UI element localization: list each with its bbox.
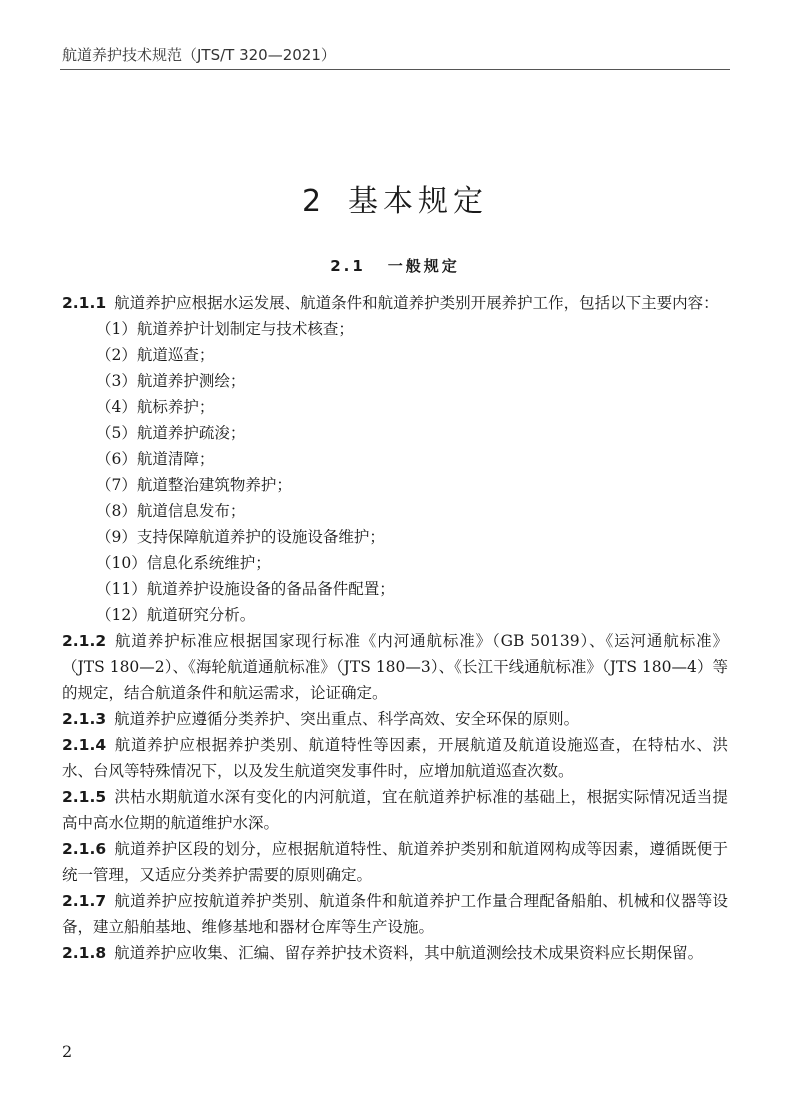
list-item: （3）航道养护测绘； xyxy=(96,372,246,390)
clause-2-1-2 xyxy=(62,628,728,706)
clause-2-1-4 xyxy=(62,732,728,784)
content-list xyxy=(62,316,728,628)
section-title xyxy=(0,255,790,276)
chapter-title-text: 基本规定 xyxy=(348,184,489,219)
clause-text: 航道养护应按航道养护类别、航道条件和航道养护工作量合理配备船舶、机械和仪器等设备，建立船舶基地、维修基地和器材仓库等生产设施。 xyxy=(62,892,728,936)
clause-text: 航道养护应收集、汇编、留存养护技术资料，其中航道测绘技术成果资料应长期保留。 xyxy=(114,944,704,962)
chapter-title xyxy=(0,176,790,220)
clause-number: 2.1.3 xyxy=(62,710,107,728)
clause-number: 2.1.2 xyxy=(62,632,107,650)
body-text xyxy=(62,290,728,966)
section-number: 2.1 xyxy=(330,257,366,275)
clause-2-1-1 xyxy=(62,290,728,316)
clause-number: 2.1.5 xyxy=(62,788,107,806)
list-item: （11）航道养护设施设备的备品备件配置； xyxy=(96,580,395,598)
clause-number: 2.1.1 xyxy=(62,294,107,312)
section-title-text: 一般规定 xyxy=(387,257,460,275)
clause-text: 洪枯水期航道水深有变化的内河航道，宜在航道养护标准的基础上，根据实际情况适当提高中高水位期的航道维护水深。 xyxy=(62,788,728,832)
list-item: （1）航道养护计划制定与技术核查； xyxy=(96,320,354,338)
list-item: （8）航道信息发布； xyxy=(96,502,246,520)
list-item: （5）航道养护疏浚； xyxy=(96,424,246,442)
clause-text: 航道养护应根据水运发展、航道条件和航道养护类别开展养护工作，包括以下主要内容： xyxy=(114,294,719,312)
list-item: （7）航道整治建筑物养护； xyxy=(96,476,292,494)
clause-number: 2.1.6 xyxy=(62,840,107,858)
clause-text: 航道养护应根据养护类别、航道特性等因素，开展航道及航道设施巡查，在特枯水、洪水、台风等特殊情况下，以及发生航道突发事件时，应增加航道巡查次数。 xyxy=(62,736,728,780)
header-rule xyxy=(60,69,730,70)
page-number: 2 xyxy=(62,1042,73,1061)
list-item: （4）航标养护； xyxy=(96,398,215,416)
clause-2-1-8 xyxy=(62,940,728,966)
clause-number: 2.1.4 xyxy=(62,736,107,754)
clause-number: 2.1.8 xyxy=(62,944,107,962)
clause-2-1-5 xyxy=(62,784,728,836)
list-item: （10）信息化系统维护； xyxy=(96,554,271,572)
clause-text: 航道养护应遵循分类养护、突出重点、科学高效、安全环保的原则。 xyxy=(114,710,580,728)
list-item: （9）支持保障航道养护的设施设备维护； xyxy=(96,528,385,546)
clause-2-1-3 xyxy=(62,706,728,732)
clause-2-1-6 xyxy=(62,836,728,888)
list-item: （6）航道清障； xyxy=(96,450,215,468)
list-item: （12）航道研究分析。 xyxy=(96,606,256,624)
running-header: 航道养护技术规范（JTS/T 320—2021） xyxy=(62,46,336,64)
clause-text: 航道养护标准应根据国家现行标准《内河通航标准》（GB 50139）、《运河通航标准》（JTS 180—2）、《海轮航道通航标准》（JTS 180—3）、《长江干线通航标准》（JTS 180—4）等的规定，结合航道条件和航运需求，论证确定。 xyxy=(62,632,728,702)
chapter-number: 2 xyxy=(301,184,327,219)
clause-2-1-7 xyxy=(62,888,728,940)
clause-number: 2.1.7 xyxy=(62,892,107,910)
clause-text: 航道养护区段的划分，应根据航道特性、航道养护类别和航道网构成等因素，遵循既便于统一管理，又适应分类养护需要的原则确定。 xyxy=(62,840,728,884)
list-item: （2）航道巡查； xyxy=(96,346,215,364)
